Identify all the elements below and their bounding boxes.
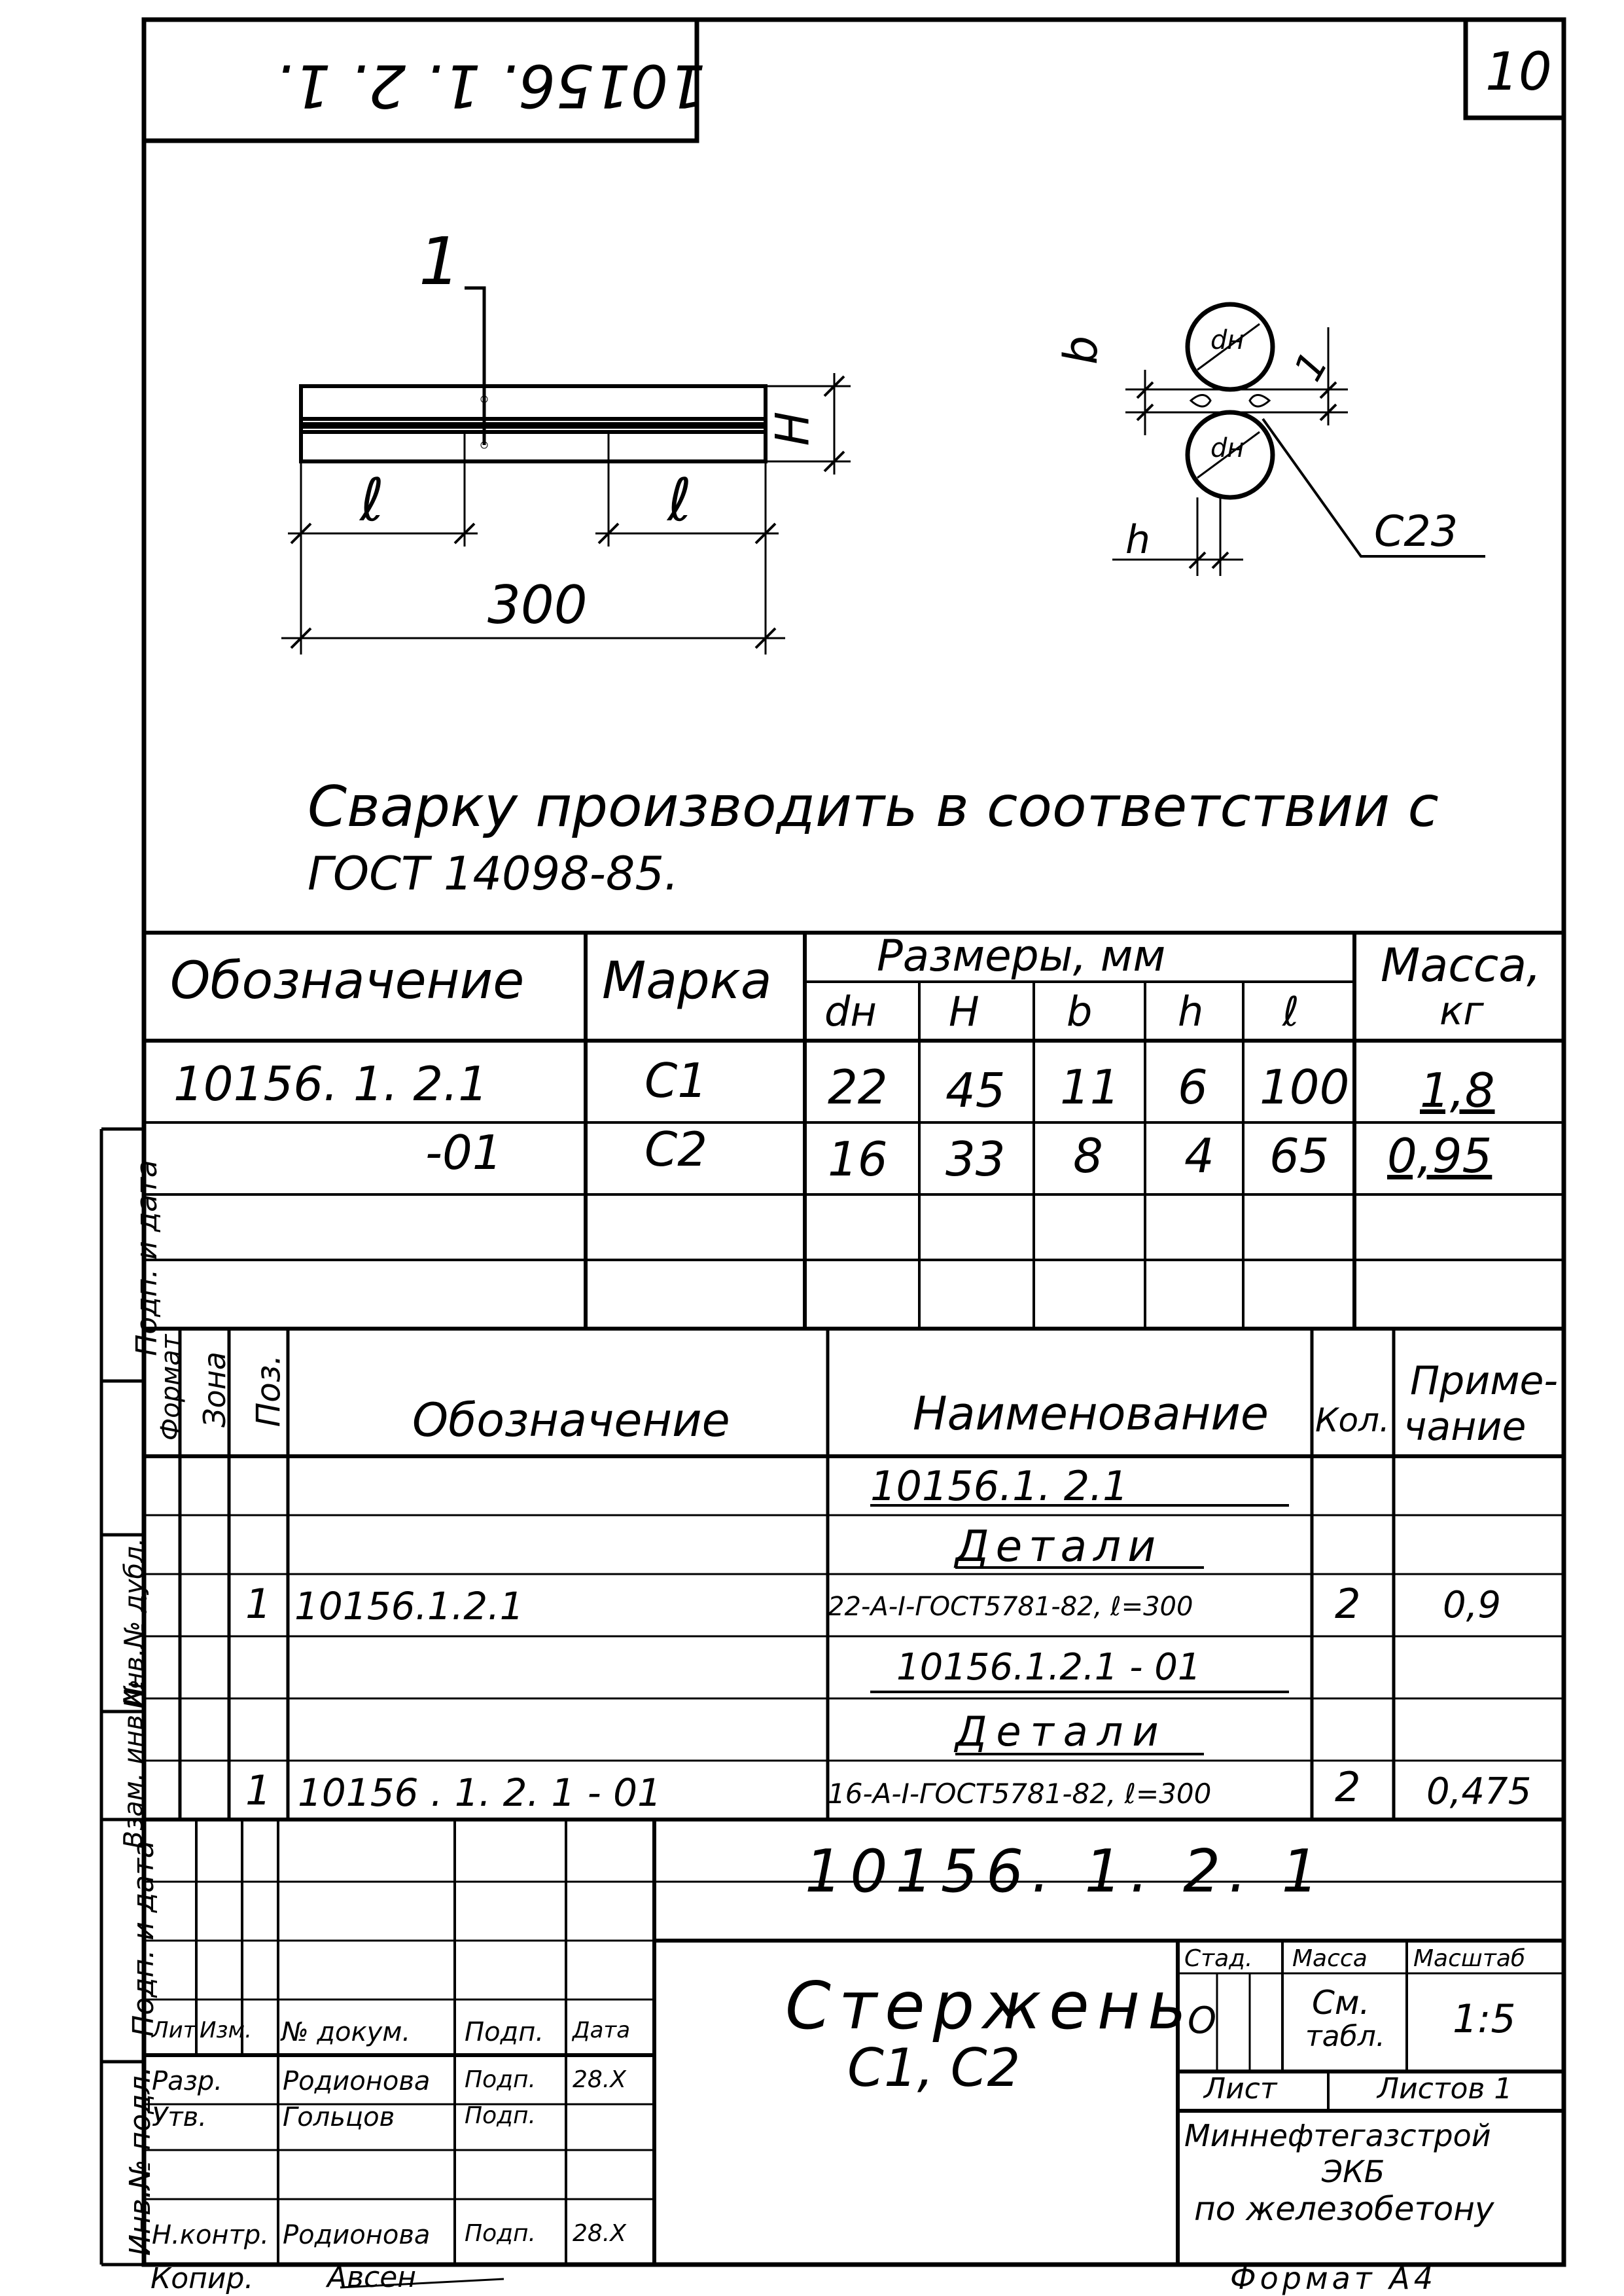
sheet-number: 10 xyxy=(1485,41,1552,102)
title-org-line3: по железобетону xyxy=(1194,2190,1494,2228)
title-date-normcontrol: 28.X xyxy=(573,2220,626,2247)
marks-row1-l: 100 xyxy=(1260,1060,1350,1115)
marks-header-dimensions: Размеры, мм xyxy=(877,931,1166,981)
marks-header-l: ℓ xyxy=(1282,988,1299,1035)
marks-row2-designation: -01 xyxy=(425,1125,503,1180)
title-mass-value-line1: См. xyxy=(1312,1984,1370,2022)
title-sign-approved: Подп. xyxy=(465,2102,536,2129)
side-label-inv-orig: Инв.№ подл. xyxy=(123,2066,157,2256)
marks-row1-mass: 1,8 xyxy=(1420,1063,1495,1118)
spec-header-designation: Обозначение xyxy=(412,1393,730,1447)
spec-row1-name: 10156.1. 2.1 xyxy=(870,1462,1129,1510)
marks-row1-b: 11 xyxy=(1060,1060,1120,1115)
section-dn-top: dн xyxy=(1210,325,1244,355)
title-col-date: Дата xyxy=(573,2017,631,2043)
spec-header-pos: Поз. xyxy=(249,1354,288,1427)
spec-header-format: Формат xyxy=(156,1334,186,1441)
spec-row3-name: 22-A-I-ГОСТ5781-82, ℓ=300 xyxy=(828,1592,1193,1622)
spec-row6-note: 0,475 xyxy=(1426,1770,1532,1813)
marks-header-mass-line1: Масса, xyxy=(1381,939,1542,992)
welding-note-line1: Сварку производить в соответствии с xyxy=(308,774,1439,840)
title-sign-developer: Подп. xyxy=(465,2066,536,2093)
dim-H: H xyxy=(766,411,820,446)
title-product-name: Стержень xyxy=(785,1967,1195,2044)
marks-row1-dn: 22 xyxy=(828,1060,888,1115)
dim-length-300: 300 xyxy=(487,575,588,636)
spec-header-name: Наименование xyxy=(913,1387,1269,1441)
marks-row2-mark: C2 xyxy=(644,1122,708,1177)
marks-row1-designation: 10156. 1. 2.1 xyxy=(173,1056,488,1111)
spec-row3-designation: 10156.1.2.1 xyxy=(294,1584,524,1628)
section-dim-h: h xyxy=(1125,517,1151,563)
title-role-normcontrol: Н.контр. xyxy=(152,2220,269,2250)
spec-row5-name: Детали xyxy=(955,1708,1168,1755)
marks-row2-h: 4 xyxy=(1184,1128,1214,1183)
spec-row3-pos: 1 xyxy=(245,1580,272,1628)
title-mass-label: Масса xyxy=(1292,1945,1368,1972)
marks-row2-H: 33 xyxy=(945,1132,1006,1187)
title-product-marks: C1, C2 xyxy=(847,2037,1021,2098)
weld-symbol-c23: C23 xyxy=(1374,507,1458,556)
title-org-line2: ЭКБ xyxy=(1322,2154,1385,2189)
title-role-developer: Разр. xyxy=(152,2066,223,2096)
marks-header-h: h xyxy=(1178,988,1204,1035)
marks-header-dn: dн xyxy=(824,988,877,1035)
spec-row3-qty: 2 xyxy=(1335,1580,1361,1628)
title-doc-code: 10156. 1. 2. 1 xyxy=(805,1837,1327,1906)
spec-row4-name: 10156.1.2.1 - 01 xyxy=(896,1646,1201,1689)
title-sign-normcontrol: Подп. xyxy=(465,2220,536,2247)
title-scale-label: Масштаб xyxy=(1413,1945,1526,1972)
spec-row6-designation: 10156 . 1. 2. 1 - 01 xyxy=(298,1770,662,1815)
title-sheets-label: Листов 1 xyxy=(1377,2072,1513,2106)
marks-row2-l: 65 xyxy=(1269,1128,1330,1183)
spec-row6-pos: 1 xyxy=(245,1767,272,1814)
title-scale-value: 1:5 xyxy=(1453,1996,1516,2042)
marks-row1-H: 45 xyxy=(945,1063,1006,1118)
title-col-lit: Лит xyxy=(152,2017,196,2043)
marks-row1-mark: C1 xyxy=(644,1053,708,1108)
marks-header-H: H xyxy=(949,988,980,1035)
title-org-line1: Миннефтегазстрой xyxy=(1184,2118,1491,2153)
spec-row3-note: 0,9 xyxy=(1443,1584,1502,1626)
side-label-replace-inv: Взам. инв.№ xyxy=(118,1679,149,1849)
spec-header-zone: Зона xyxy=(196,1352,232,1427)
marks-row2-mass: 0,95 xyxy=(1387,1128,1492,1183)
marks-header-designation: Обозначение xyxy=(170,952,525,1011)
title-sheet-label: Лист xyxy=(1204,2072,1277,2106)
spec-row6-qty: 2 xyxy=(1335,1763,1361,1811)
marks-row2-b: 8 xyxy=(1073,1128,1103,1183)
marks-header-mass-line2: кг xyxy=(1439,988,1484,1034)
spec-header-note-line1: Приме- xyxy=(1410,1358,1559,1404)
marks-header-b: b xyxy=(1067,988,1093,1035)
footer-copied-name: Авсен xyxy=(327,2261,417,2294)
dim-l-left: ℓ xyxy=(360,466,385,535)
title-col-sign: Подп. xyxy=(465,2017,544,2047)
title-date-developer: 28.X xyxy=(573,2066,626,2093)
title-col-izm: Изм. xyxy=(200,2017,252,2043)
footer-format: Формат А4 xyxy=(1230,2261,1437,2296)
side-label-inv-dupl: Инв.№ дубл. xyxy=(119,1537,150,1709)
side-label-sign-date-upper: Подп. и дата xyxy=(130,1160,164,1356)
title-name-normcontrol: Родионова xyxy=(283,2220,431,2250)
section-dim-one: 1 xyxy=(1285,344,1337,389)
spec-header-note-line2: чание xyxy=(1403,1404,1527,1450)
title-role-approved: Утв. xyxy=(152,2102,207,2132)
dim-l-right: ℓ xyxy=(667,466,692,535)
title-stage-value: О xyxy=(1188,2000,1217,2042)
section-dn-bottom: dн xyxy=(1210,433,1244,463)
title-mass-value-line2: табл. xyxy=(1305,2020,1385,2053)
spec-header-qty: Кол. xyxy=(1315,1401,1390,1439)
welding-note-line2: ГОСТ 14098-85. xyxy=(308,847,679,901)
side-label-sign-date-lower: Подп. и дата xyxy=(126,1840,160,2037)
header-code-rotated: 10156. 1. 2. 1. xyxy=(275,51,706,120)
title-name-approved: Гольцов xyxy=(283,2102,395,2132)
marks-header-mark: Марка xyxy=(602,952,772,1011)
spec-row6-name: 16-A-I-ГОСТ5781-82, ℓ=300 xyxy=(828,1778,1212,1810)
leader-position-label: 1 xyxy=(419,223,461,300)
spec-row2-name: Детали xyxy=(955,1521,1163,1571)
section-dim-b: b xyxy=(1054,335,1108,365)
title-name-developer: Родионова xyxy=(283,2066,431,2096)
title-col-docnum: № докум. xyxy=(281,2017,411,2047)
marks-row1-h: 6 xyxy=(1178,1060,1208,1115)
marks-row2-dn: 16 xyxy=(828,1132,888,1187)
footer-copied-label: Копир. xyxy=(150,2262,254,2295)
title-stage-label: Стад. xyxy=(1184,1945,1253,1972)
